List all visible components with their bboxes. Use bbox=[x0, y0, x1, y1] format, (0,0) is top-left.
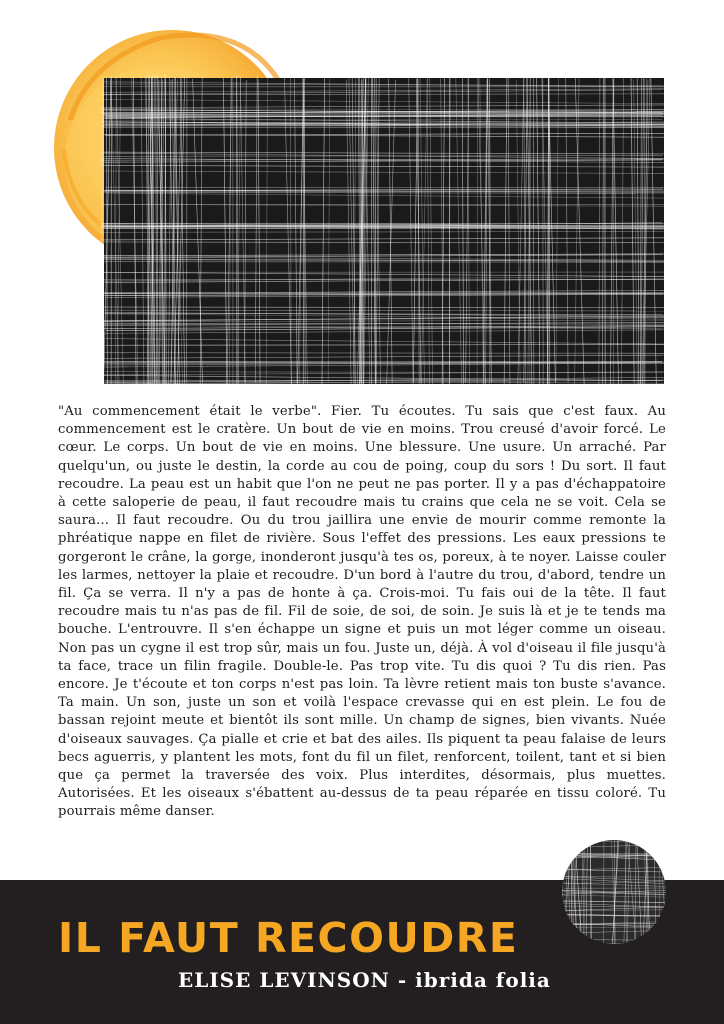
author-and-publisher: ELISE LEVINSON - ibrida folia bbox=[178, 968, 551, 992]
body-text: "Au commencement était le verbe". Fier. Tu écoutes. Tu sais que c'est faux. Au commencement est le cratère. Un bout de vie en moins. Trou creusé d'avoir forcé. Le cœur. Le corps. Un bout de vie en moins. Une blessure. Une usure. Un arraché. Par quelqu'un, ou juste le destin, la corde au cou de poing, coup du sors ! Du sort. Il faut recoudre. La peau est un habit que l'on ne peut ne pas porter. Il y a pas d'échappatoire à cette saloperie de peau, il faut recoudre mais tu crains que cela ne se voit. Cela se saura... Il faut recoudre. Ou du trou jaillira une envie de mourir comme remonte la phréatique nappe en filet de rivière. Sous l'effet des pressions. Les eaux pressions te gorgeront le crâne, la gorge, inonderont jusqu'à tes os, poreux, à te noyer. Laisse couler les larmes, nettoyer la plaie et recoudre. D'un bord à l'autre du trou, d'abord, tendre un fil. Ça se verra. Il n'y a pas de honte à ça. Crois-moi. Tu fais oui de la tête. Il faut recoudre mais tu n'as pas de fil. Fil de soie, de soi, de soin. Je suis là et je te tends ma bouche. L'entrouvre. Il s'en échappe un signe et puis un mot léger comme un oiseau. Non pas un cygne il est trop sûr, mais un fou. Juste un, déjà. À vol d'oiseau il file jusqu'à ta face, trace un filin fragile. Double-le. Pas trop vite. Tu dis quoi ? Tu dis rien. Pas encore. Je t'écoute et ton corps n'est pas loin. Ta lèvre retient mais ton buste s'avance. Ta main. Un son, juste un son et voilà l'espace crevasse qui en est plein. Le fou de bassan rejoint meute et bientôt ils sont mille. Un champ de signes, bien vivants. Nuée d'oiseaux sauvages. Ça pialle et crie et bat des ailes. Ils piquent ta peau falaise de leurs becs aguerris, y plantent les mots, font du fil un filet, renforcent, toilent, tant et si bien que ça permet la traversée des voix. Plus interdites, désormais, plus muettes. Autorisées. Et les oiseaux s'ébattent au-dessus de ta peau réparée en tissu coloré. Tu pourrais même danser. bbox=[58, 404, 666, 820]
crosshatch-circle bbox=[560, 838, 668, 946]
cover-artwork bbox=[0, 0, 724, 400]
book-title: IL FAUT RECOUDRE bbox=[58, 914, 519, 962]
